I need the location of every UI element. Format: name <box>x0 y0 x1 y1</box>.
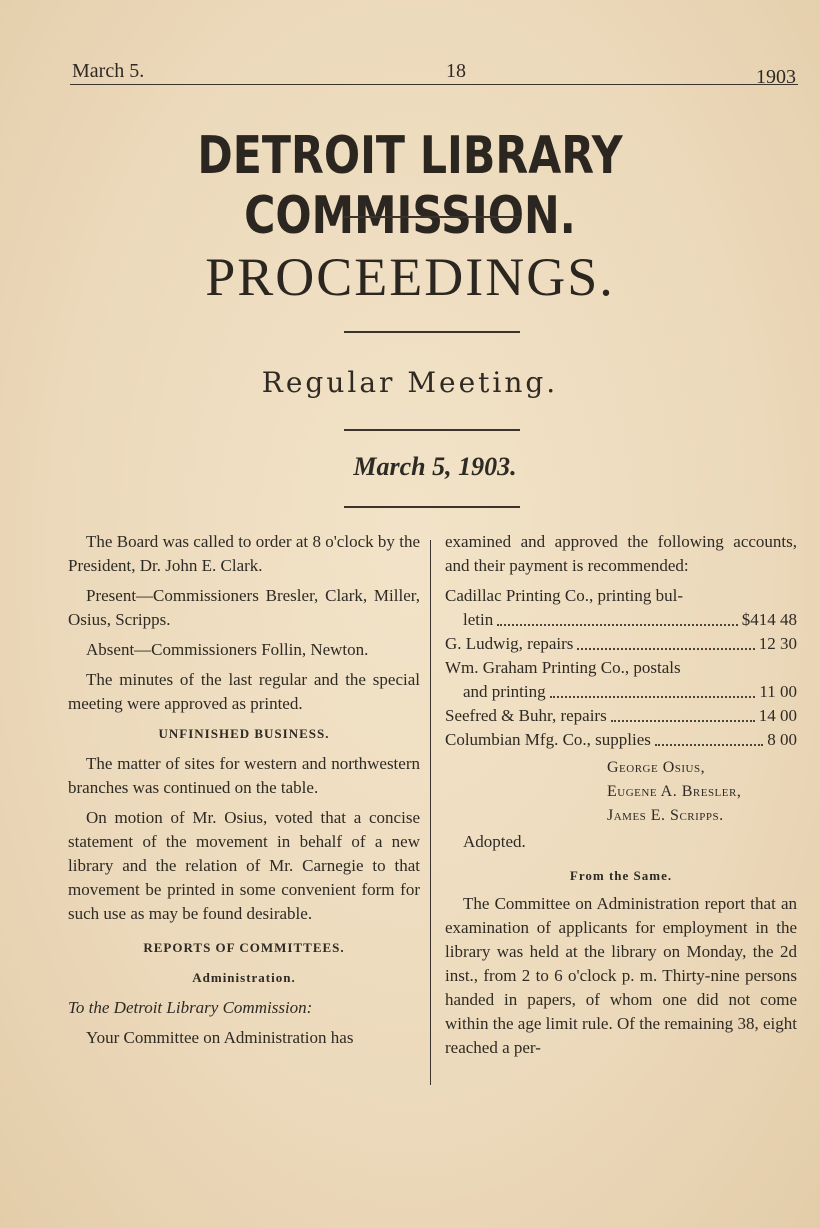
paragraph: Absent—Commissioners Follin, Newton. <box>86 640 369 659</box>
left-column <box>68 530 420 1056</box>
header-date: March 5. <box>72 60 145 82</box>
divider-rule <box>344 429 520 431</box>
paragraph: Present—Commissioners Bresler, Clark, Miller, Osius, Scripps. <box>68 586 420 629</box>
account-amount: 12 30 <box>758 634 797 653</box>
signature: George Osius, <box>607 759 706 776</box>
account-line: Wm. Graham Printing Co., postals <box>445 658 681 677</box>
divider-rule <box>344 506 520 508</box>
section-heading: UNFINISHED BUSINESS. <box>158 726 330 741</box>
page-header <box>70 60 798 90</box>
header-rule <box>70 84 798 85</box>
paragraph: The matter of sites for western and northwestern branches was continued on the table. <box>68 754 420 797</box>
meeting-heading: Regular Meeting. <box>261 366 559 399</box>
accounts-list <box>445 584 797 752</box>
account-amount: 14 00 <box>758 706 797 725</box>
account-amount: 11 00 <box>759 682 797 701</box>
account-line: Cadillac Printing Co., printing bul- <box>445 586 683 605</box>
right-column <box>445 530 797 1066</box>
paragraph: The Board was called to order at 8 o'clock by the President, Dr. John E. Clark. <box>68 532 420 575</box>
paragraph: On motion of Mr. Osius, voted that a concise statement of the movement in behalf of a new library and the relation of Mr. Carnegie to that movement be printed in some convenient form for such use as may be found desirable. <box>68 808 420 923</box>
account-amount: $414 48 <box>741 610 797 629</box>
account-line: letin $414 48 <box>445 608 797 632</box>
signature: James E. Scripps. <box>607 807 724 824</box>
paragraph: The minutes of the last regular and the special meeting were approved as printed. <box>68 670 420 713</box>
signature: Eugene A. Bresler, <box>607 783 742 800</box>
column-divider <box>430 540 431 1085</box>
header-year: 1903 <box>756 66 796 88</box>
account-line: Seefred & Buhr, repairs 14 00 <box>445 704 797 728</box>
meeting-date: March 5, 1903. <box>353 452 517 481</box>
paragraph: Your Committee on Administration has <box>86 1028 354 1047</box>
account-line: Columbian Mfg. Co., supplies 8 00 <box>445 728 797 752</box>
salutation: To the Detroit Library Commission: <box>68 998 313 1017</box>
subsection-heading: Administration. <box>192 970 296 985</box>
divider-rule <box>344 331 520 333</box>
page-number: 18 <box>446 60 466 82</box>
paragraph: The Committee on Administration report that an examination of applicants for employment in the library was held at the library on Monday, the 2d inst., from 2 to 6 o'clock p. m. Thirty-nine persons handed in papers, of whom one did not come within the age limit rule. Of the remaining 38, eight reached a per- <box>445 894 797 1057</box>
subsection-heading: From the Same. <box>569 868 673 883</box>
divider-rule <box>344 216 520 218</box>
section-heading: REPORTS OF COMMITTEES. <box>143 940 345 955</box>
account-amount: 8 00 <box>767 730 797 749</box>
account-line: G. Ludwig, repairs 12 30 <box>445 632 797 656</box>
document-title: DETROIT LIBRARY COMMISSION. <box>197 126 623 246</box>
account-line: and printing 11 00 <box>445 680 797 704</box>
adopted-note: Adopted. <box>463 832 526 851</box>
paragraph: examined and approved the following accounts, and their payment is recommended: <box>445 532 797 575</box>
document-subtitle: PROCEEDINGS. <box>205 247 615 307</box>
